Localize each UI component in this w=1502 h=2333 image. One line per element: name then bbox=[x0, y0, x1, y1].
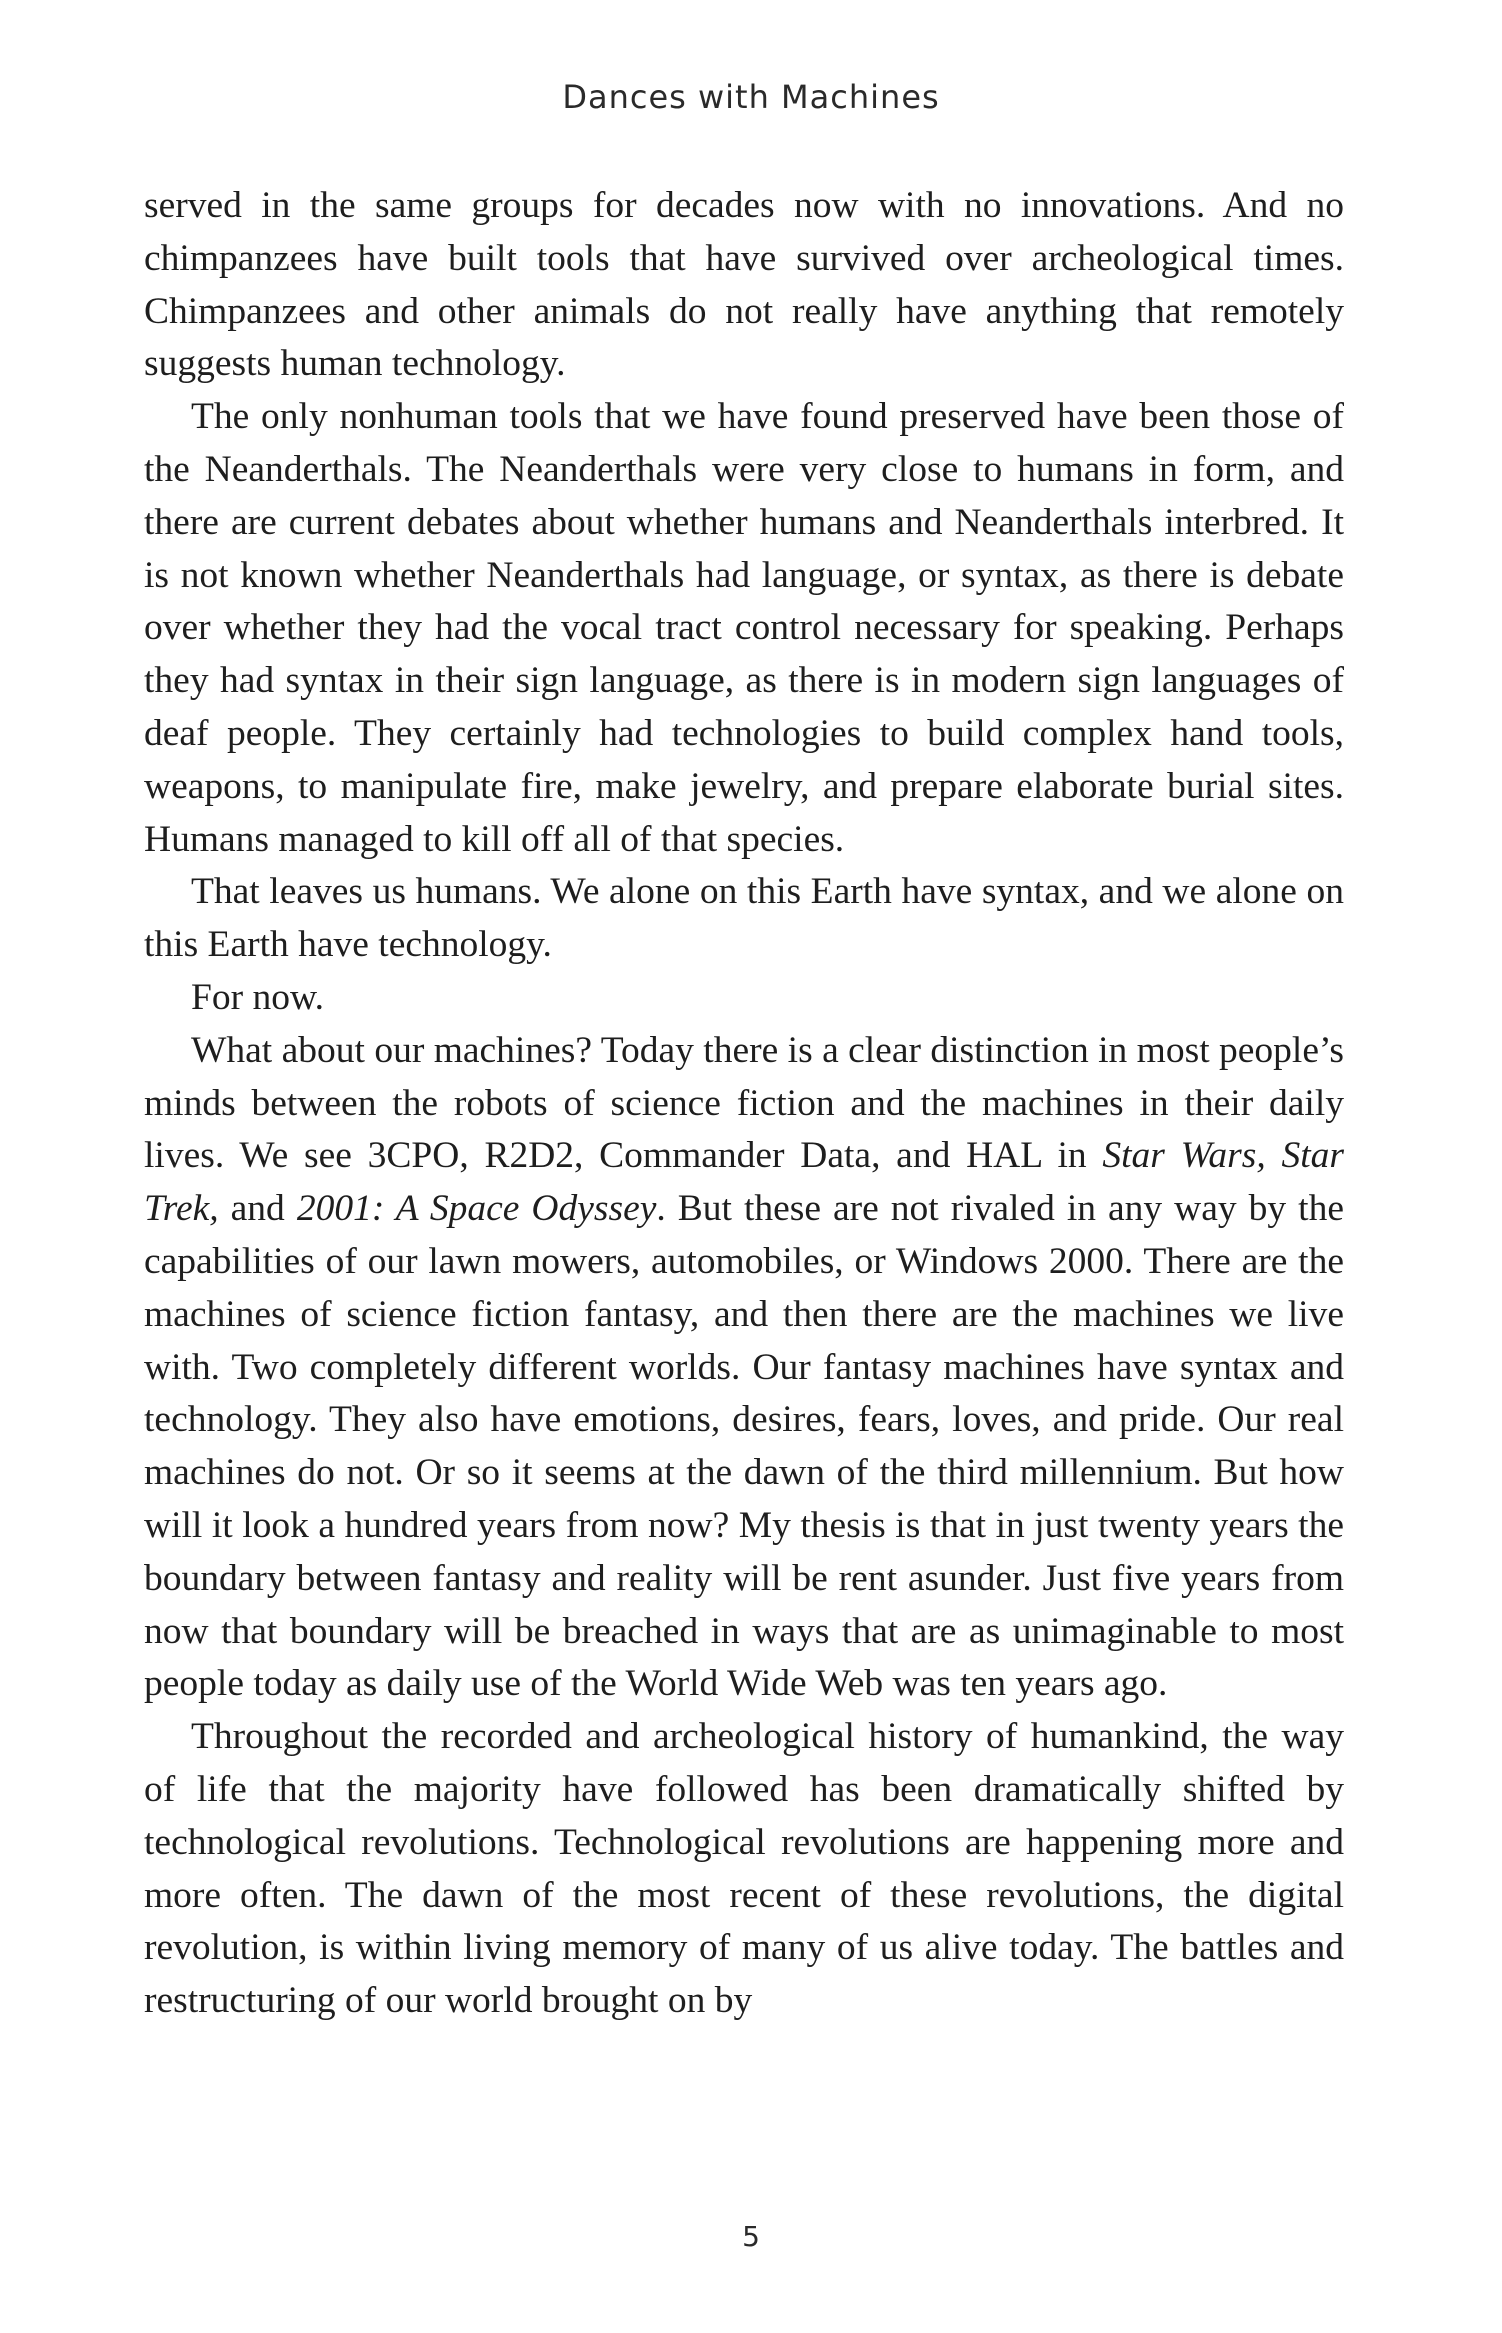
italic-title-star-wars-star-trek: Star Wars, Star Trek, bbox=[144, 1135, 1344, 1230]
paragraph-machines-part2: and bbox=[218, 1188, 297, 1230]
italic-title-2001: 2001: A Space Odyssey bbox=[296, 1188, 657, 1230]
paragraph-humans: That leaves us humans. We alone on this Earth have syntax, and we alone on this Earth have technology. bbox=[144, 871, 1344, 966]
paragraph-continued: served in the same groups for decades now with no innovations. And no chimpanzees have built tools that have survived over archeological times. Chimpanzees and other animals do not really have anything that remotely suggests human technology. bbox=[144, 185, 1344, 385]
page-number: 5 bbox=[742, 2220, 760, 2253]
paragraph-revolutions: Throughout the recorded and archeological history of humankind, the way of life that the majority have followed has been dramatically shifted by technological revolutions. Technological revolutions are happening more and more often. The dawn of the most recent of these revolutions, the digital revolution, is within living memory of many of us alive today. The battles and restructuring of our world brought on by bbox=[144, 1716, 1344, 2022]
body-text bbox=[144, 180, 1344, 2028]
paragraph-machines bbox=[144, 1025, 1344, 1711]
running-head: Dances with Machines bbox=[562, 78, 940, 116]
paragraph-neanderthals: The only nonhuman tools that we have found preserved have been those of the Neanderthals. The Neanderthals were very close to humans in form, and there are current debates about whether humans and Neanderthals interbred. It is not known whether Neanderthals had language, or syntax, as there is debate over whether they had the vocal tract control necessary for speaking. Perhaps they had syntax in their sign language, as there is in modern sign languages of deaf people. They certainly had technologies to build complex hand tools, weapons, to manipulate fire, make jewelry, and prepare elaborate burial sites. Humans managed to kill off all of that species. bbox=[144, 396, 1344, 860]
paragraph-machines-part3: . But these are not rivaled in any way by the capabilities of our lawn mowers, automobiles, or Windows 2000. There are the machines of science fiction fantasy, and then there are the machines we live with. Two completely different worlds. Our fantasy machines have syntax and technology. They also have emotions, desires, fears, loves, and pride. Our real machines do not. Or so it seems at the dawn of the third millennium. But how will it look a hundred years from now? My thesis is that in just twenty years the boundary between fantasy and reality will be rent asunder. Just five years from now that boundary will be breached in ways that are as unimaginable to most people today as daily use of the World Wide Web was ten years ago. bbox=[144, 1188, 1344, 1705]
paragraph-machines-part1: What about our machines? Today there is a clear distinction in most people’s minds between the robots of science fiction and the machines in their daily lives. We see 3CPO, R2D2, Commander Data, and HAL in bbox=[144, 1029, 1344, 1177]
paragraph-for-now: For now. bbox=[191, 976, 324, 1018]
